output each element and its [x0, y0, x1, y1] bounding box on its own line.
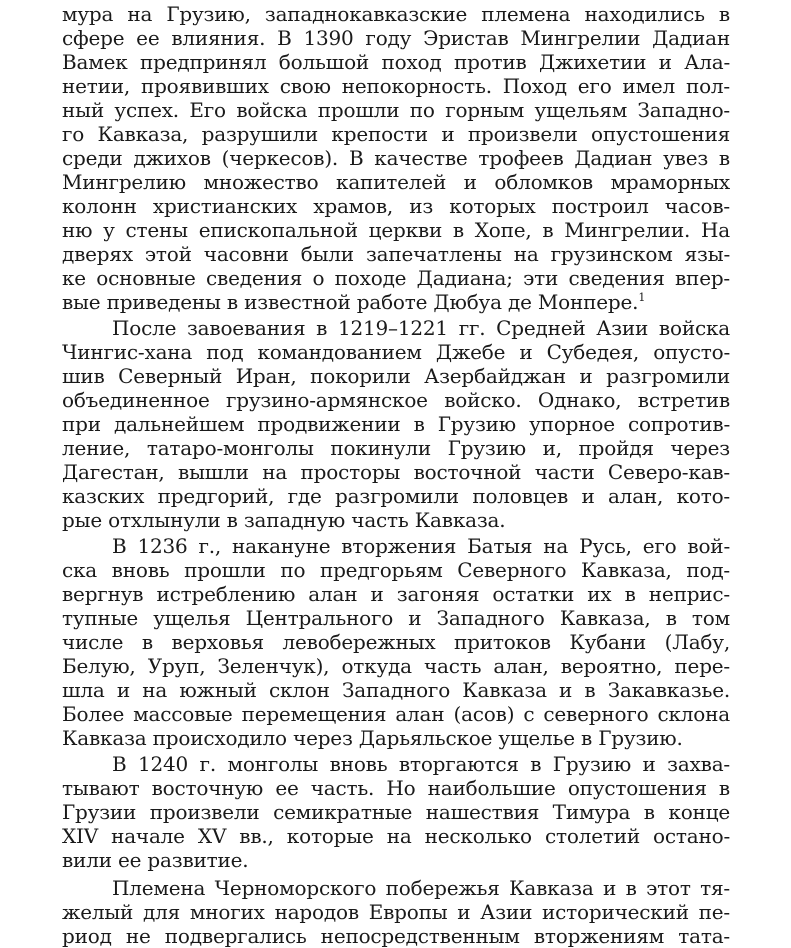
line-text: Дагестан, вышли на просторы восточной части Северо-кав-: [62, 460, 730, 484]
line-text: Более массовые перемещения алан (асов) с северного склона: [62, 702, 730, 726]
text-line: [62, 484, 730, 508]
text-line: [62, 242, 730, 266]
line-text: при дальнейшем продвижении в Грузию упорное сопротив-: [62, 412, 730, 436]
text-line: [62, 146, 730, 170]
line-text: ке основные сведения о походе Дадиана; эти сведения впер-: [62, 266, 730, 290]
text-line: [62, 194, 730, 218]
line-text: XIV начале XV вв., которые на несколько столетий остано-: [62, 824, 730, 848]
line-text: числе в верховья левобережных притоков Кубани (Лабу,: [62, 630, 730, 654]
line-text: го Кавказа, разрушили крепости и произвели опустошения: [62, 122, 730, 146]
line-text: объединенное грузино-армянское войско. Однако, встретив: [62, 388, 730, 412]
text-line: [62, 678, 730, 702]
text-line: [112, 876, 730, 900]
line-text: дверях этой часовни были запечатлены на грузинском язы-: [62, 242, 730, 266]
text-line: [62, 50, 730, 74]
line-text: вергнув истреблению алан и загоняя остатки их в неприс-: [62, 582, 730, 606]
text-line: [62, 364, 730, 388]
line-text: Племена Черноморского побережья Кавказа и в этот тя-: [112, 876, 730, 900]
text-line: [62, 218, 730, 242]
text-line: [62, 122, 730, 146]
line-text: шив Северный Иран, покорили Азербайджан и разгромили: [62, 364, 730, 388]
text-line: [112, 534, 730, 558]
line-text: колонн христианских храмов, из которых построил часов-: [62, 194, 730, 218]
line-text: нетии, проявивших свою непокорность. Поход его имел пол-: [62, 74, 730, 98]
line-text: ление, татаро-монголы покинули Грузию и, пройдя через: [62, 436, 730, 460]
text-line: [62, 266, 730, 290]
text-line: [62, 508, 730, 532]
text-line: [62, 726, 730, 750]
text-line: [62, 2, 730, 26]
text-line: [62, 848, 730, 872]
line-text: Мингрелию множество капителей и обломков мраморных: [62, 170, 730, 194]
text-line: [62, 900, 730, 924]
text-line: [62, 74, 730, 98]
text-line: [62, 170, 730, 194]
line-text: вили ее развитие.: [62, 848, 249, 872]
text-line: [62, 412, 730, 436]
text-line: [62, 776, 730, 800]
line-text: После завоевания в 1219–1221 гг. Средней Азии войска: [112, 316, 730, 340]
text-line: [62, 26, 730, 50]
document-page: [62, 0, 730, 948]
text-line: [62, 460, 730, 484]
text-line: [62, 558, 730, 582]
text-line: [62, 824, 730, 848]
text-line: [62, 654, 730, 678]
line-text: В 1240 г. монголы вновь вторгаются в Грузию и захва-: [112, 752, 730, 776]
text-line: [62, 436, 730, 460]
line-text: желый для многих народов Европы и Азии исторический пе-: [62, 900, 730, 924]
text-line: [62, 800, 730, 824]
line-text: Белую, Уруп, Зеленчук), откуда часть алан, вероятно, пере-: [62, 654, 730, 678]
line-text: ный успех. Его войска прошли по горным ущельям Западно-: [62, 98, 730, 122]
text-line: [62, 924, 730, 948]
line-text: тупные ущелья Центрального и Западного Кавказа, в том: [62, 606, 730, 630]
line-text: шла и на южный склон Западного Кавказа и в Закавказье.: [62, 678, 730, 702]
text-line: [62, 606, 730, 630]
text-line: [62, 98, 730, 122]
line-text: Кавказа происходило через Дарьяльское ущелье в Грузию.: [62, 726, 683, 750]
line-text: ска вновь прошли по предгорьям Северного Кавказа, под-: [62, 558, 730, 582]
text-line: [62, 388, 730, 412]
line-text: казских предгорий, где разгромили половцев и алан, кото-: [62, 484, 730, 508]
line-text: Чингис-хана под командованием Джебе и Субедея, опусто-: [62, 340, 730, 364]
line-text: сфере ее влияния. В 1390 году Эристав Мингрелии Дадиан: [62, 26, 730, 50]
line-text: В 1236 г., накануне вторжения Батыя на Русь, его вой-: [112, 534, 730, 558]
line-text: Грузии произвели семикратные нашествия Тимура в конце: [62, 800, 730, 824]
line-text: Вамек предпринял большой поход против Джихетии и Ала-: [62, 50, 730, 74]
line-text: тывают восточную ее часть. Но наибольшие опустошения в: [62, 776, 730, 800]
text-line: [62, 630, 730, 654]
text-line: [62, 702, 730, 726]
line-text: мура на Грузию, западнокавказские племена находились в: [62, 2, 730, 26]
line-text: среди джихов (черкесов). В качестве трофеев Дадиан увез в: [62, 146, 730, 170]
footnote-marker: 1: [638, 291, 646, 304]
line-text: риод не подвергались непосредственным вторжениям тата-: [62, 924, 730, 948]
text-line: [62, 582, 730, 606]
line-text: рые отхлынули в западную часть Кавказа.: [62, 508, 506, 532]
text-line: [62, 340, 730, 364]
line-text: вые приведены в известной работе Дюбуа де Монпере.: [62, 290, 639, 314]
text-line: [112, 316, 730, 340]
line-text: ню у стены епископальной церкви в Хопе, в Мингрелии. На: [62, 218, 730, 242]
text-line: [112, 752, 730, 776]
text-line: [62, 290, 730, 314]
